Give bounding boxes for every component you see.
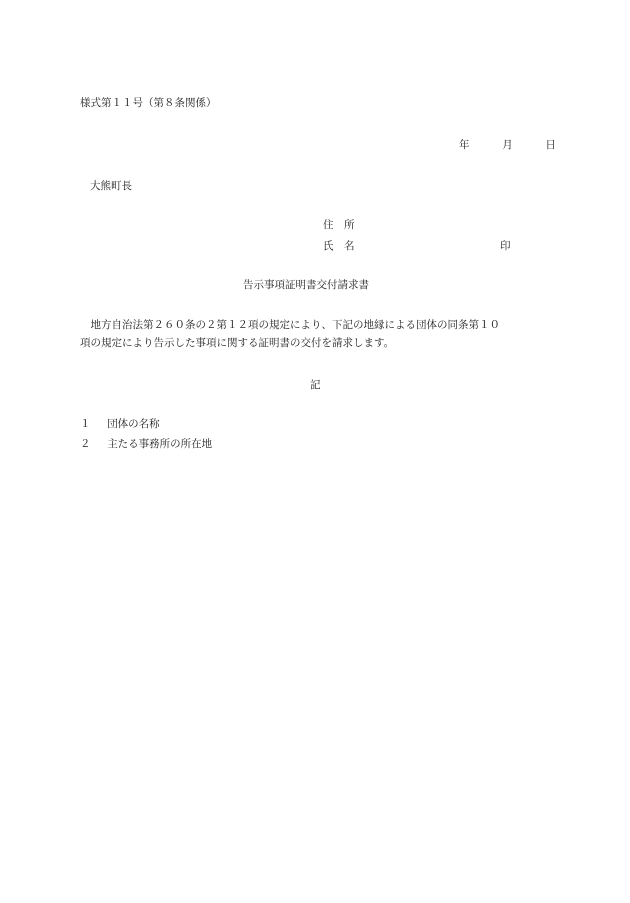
recipient: 大熊町長	[90, 180, 132, 192]
list-item	[80, 437, 212, 451]
list-item	[80, 417, 160, 431]
list-item-label: 主たる事務所の所在地	[107, 438, 213, 450]
seal-mark: 印	[500, 240, 511, 252]
address-label: 住 所	[323, 219, 355, 231]
body-line-1: 地方自治法第２６０条の２第１２項の規定により、下記の地縁による団体の同条第１０	[80, 319, 500, 331]
date-year-label: 年	[459, 139, 470, 151]
name-label: 氏 名	[323, 240, 355, 252]
document-title: 告示事項証明書交付請求書	[243, 279, 369, 291]
body-paragraph	[80, 316, 555, 352]
list-item-number: １	[80, 418, 91, 430]
form-number: 様式第１１号（第８条関係）	[80, 97, 217, 109]
date-day-label: 日	[545, 139, 556, 151]
date-line	[459, 138, 556, 152]
ki-heading: 記	[310, 379, 321, 391]
list-item-label: 団体の名称	[107, 418, 160, 430]
list-item-number: ２	[80, 438, 91, 450]
date-month-label: 月	[502, 139, 513, 151]
body-line-2: 項の規定により告示した事項に関する証明書の交付を請求します。	[80, 337, 395, 349]
